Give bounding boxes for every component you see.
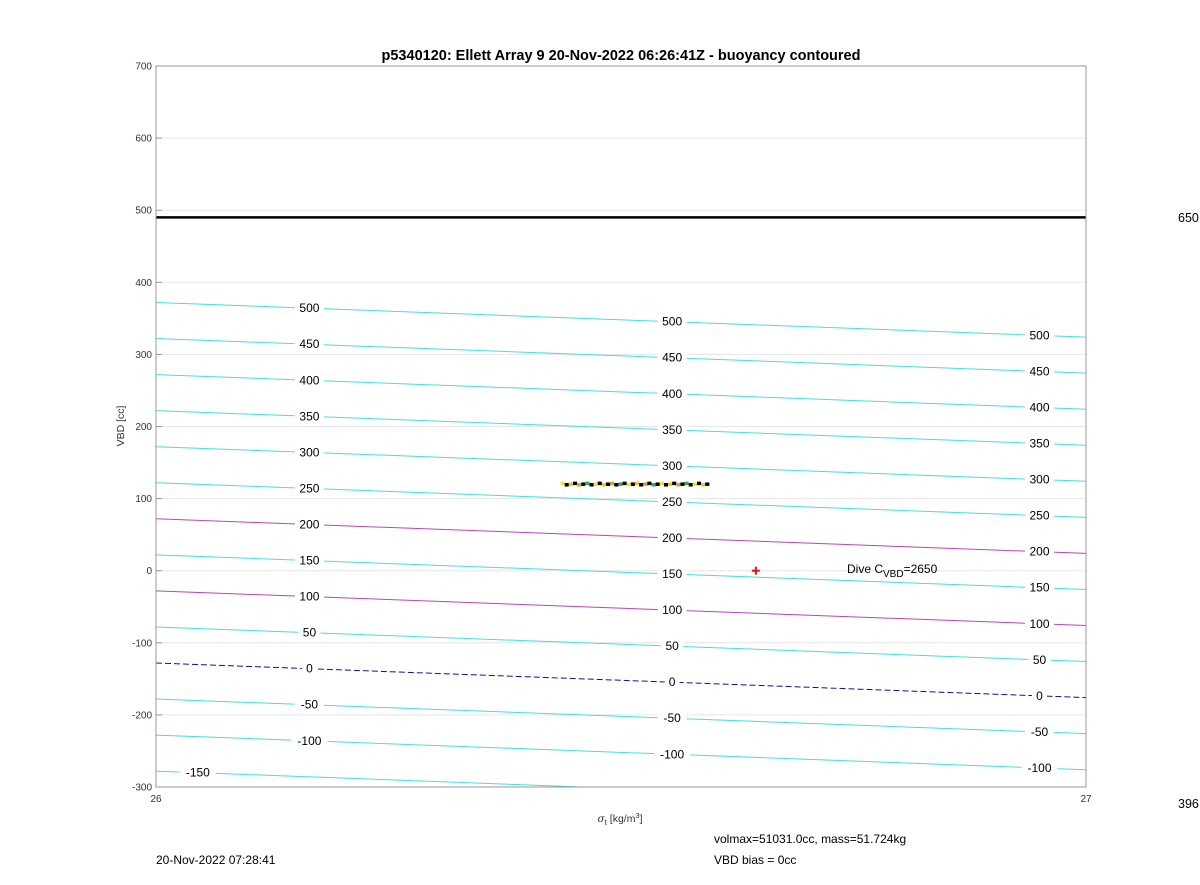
contour-label--50-2: -50 xyxy=(1030,724,1049,739)
contour-label-0-2: 0 xyxy=(1036,688,1043,703)
contour-label-0-1: 0 xyxy=(668,675,676,690)
x-tick-label-1: 27 xyxy=(1080,794,1092,805)
contour-label-150-0: 150 xyxy=(299,553,320,568)
side-label-top: 650 xyxy=(1178,211,1199,225)
contour-label-250-0: 250 xyxy=(299,481,320,496)
y-tick-label-10: -300 xyxy=(131,782,152,794)
y-tick-label-2: 500 xyxy=(135,205,152,217)
y-tick-label-6: 100 xyxy=(135,494,152,506)
grid-lines xyxy=(156,66,1086,787)
dive-annotation-text: Dive C xyxy=(847,562,884,576)
timestamp-text: 20-Nov-2022 07:28:41 xyxy=(156,853,276,867)
dive-annotation xyxy=(847,562,938,580)
y-axis-label: VBD [cc] xyxy=(115,405,127,447)
contour-label-200-2: 200 xyxy=(1029,544,1050,559)
contour-label--100-0: -100 xyxy=(297,733,322,748)
contour-label-100-2: 100 xyxy=(1029,616,1050,631)
contour-label-50-2: 50 xyxy=(1032,652,1047,667)
contour-line-50 xyxy=(156,627,1086,662)
contour-label-100-0: 100 xyxy=(299,589,320,604)
contour-label-400-0: 400 xyxy=(299,373,320,388)
contour-label-350-0: 350 xyxy=(299,409,320,424)
contour-label-50-1: 50 xyxy=(665,639,679,654)
contour-line-0 xyxy=(156,663,1086,698)
y-tick-label-0: 700 xyxy=(135,61,152,73)
contour-label-250-1: 250 xyxy=(662,494,683,509)
x-axis-label-unit: [kg/m xyxy=(606,813,636,825)
contour-label-200-0: 200 xyxy=(299,517,320,532)
y-tick-label-3: 400 xyxy=(135,277,152,289)
contour-label-150-2: 150 xyxy=(1029,580,1050,595)
y-tick-label-5: 200 xyxy=(135,422,152,433)
contour-label-450-0: 450 xyxy=(299,337,320,352)
contour-label-300-0: 300 xyxy=(299,445,320,460)
contour-labels xyxy=(180,300,1058,779)
contour-line--150 xyxy=(156,771,1086,806)
contour-label-450-2: 450 xyxy=(1029,364,1050,379)
y-tick-label-7: 0 xyxy=(146,566,152,578)
dive-marker xyxy=(752,567,760,575)
y-tick-label-1: 600 xyxy=(135,133,152,145)
dive-annotation-sub: VBD xyxy=(883,569,904,580)
x-axis xyxy=(150,781,1092,805)
contour-label-500-1: 500 xyxy=(662,314,683,329)
contour-label-500-2: 500 xyxy=(1029,328,1050,343)
x-axis-label-sup: 3 xyxy=(635,811,640,820)
contour-label-200-1: 200 xyxy=(662,530,683,545)
vbd-bias-text: VBD bias = 0cc xyxy=(714,853,797,867)
y-axis xyxy=(132,62,162,794)
y-tick-label-4: 300 xyxy=(135,349,152,361)
contour-label-300-2: 300 xyxy=(1029,472,1050,487)
contour-label-150-1: 150 xyxy=(662,567,683,582)
contour-label-450-1: 450 xyxy=(662,350,683,365)
side-label-bottom: 396 xyxy=(1178,797,1199,811)
x-tick-label-0: 26 xyxy=(150,794,162,805)
contour-label-0-0: 0 xyxy=(306,661,313,676)
dive-data-series xyxy=(561,483,710,484)
contour-label--50-1: -50 xyxy=(663,711,681,726)
contour-label-100-1: 100 xyxy=(662,603,683,618)
contour-label--100-2: -100 xyxy=(1027,760,1052,775)
contour-label-400-2: 400 xyxy=(1029,400,1050,415)
contour-label-350-2: 350 xyxy=(1029,436,1050,451)
contour-label--50-0: -50 xyxy=(300,697,319,712)
contour-label-500-0: 500 xyxy=(299,301,320,316)
chart-title: p5340120: Ellett Array 9 20-Nov-2022 06:26:41Z - buoyancy contoured xyxy=(381,48,861,64)
x-axis-label xyxy=(597,811,642,827)
contour-label-50-0: 50 xyxy=(302,625,317,640)
x-axis-label-close: ] xyxy=(639,813,643,825)
contour-label--100-1: -100 xyxy=(660,747,685,762)
y-tick-label-9: -200 xyxy=(131,710,152,722)
dive-annotation-suffix: =2650 xyxy=(903,562,938,576)
contour-label-300-1: 300 xyxy=(662,458,683,473)
volmax-text: volmax=51031.0cc, mass=51.724kg xyxy=(714,832,907,846)
contour-label-350-1: 350 xyxy=(662,422,683,437)
x-axis-label-symbol: σ xyxy=(597,813,605,825)
contour-label-250-2: 250 xyxy=(1029,508,1050,523)
contour-label-400-1: 400 xyxy=(662,386,683,401)
contour-label--150-0: -150 xyxy=(185,765,210,780)
y-tick-label-8: -100 xyxy=(131,638,152,650)
x-axis-label-sub: t xyxy=(604,818,607,827)
